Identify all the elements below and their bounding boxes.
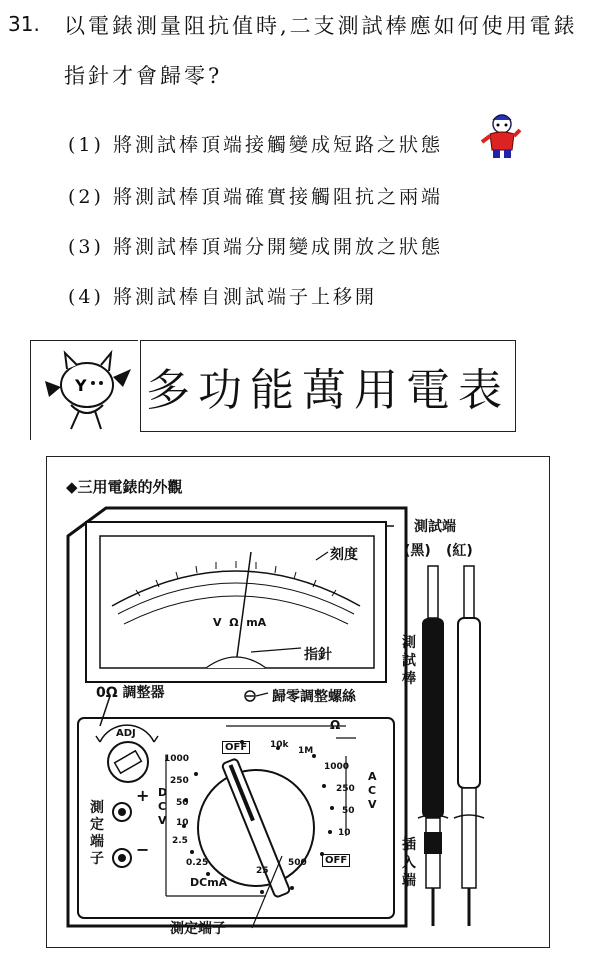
option-4-label: (4) [68, 286, 104, 308]
dcv-label: DCV [158, 786, 168, 827]
label-test-terminal-left: 測定端子 [90, 800, 104, 867]
probe-red [458, 566, 480, 926]
question-number: 31. [8, 12, 40, 36]
dial-pos-2.5-dcv: 2.5 [172, 836, 188, 846]
label-plug-end: 插入端 [402, 837, 416, 889]
label-zero-adjuster: 0Ω 調整器 [96, 685, 165, 701]
label-pointer: 指針 [304, 647, 332, 663]
figure-heading: ◆三用電錶的外觀 [66, 478, 183, 496]
option-2-label: (2) [68, 186, 104, 208]
dial-pos-500-dcma: 500 [288, 858, 307, 868]
meter-face-labels [213, 616, 266, 629]
cat-mascot-icon [31, 341, 137, 439]
ohm-range-label: Ω [330, 718, 341, 732]
acv-label: ACV [368, 770, 377, 811]
option-3-text: 將測試棒頂端分開變成開放之狀態 [112, 236, 443, 258]
label-zero-screw: 歸零調整螺絲 [272, 689, 356, 705]
face-v-label: V [213, 616, 222, 629]
dial-pos-10-dcv: 10 [176, 818, 189, 828]
dial-pos-10k-ohm: 10k [270, 740, 289, 750]
dial-pos-50-dcv: 50 [176, 798, 189, 808]
label-test-terminal-bottom: 測定端子 [170, 921, 226, 937]
dcma-label: DCmA [190, 876, 228, 889]
dial-pos-0.25-dcma: 0.25 [186, 858, 209, 868]
option-2-text: 將測試棒頂端確實接觸阻抗之兩端 [112, 186, 443, 208]
label-probe-red: (紅) [446, 543, 473, 559]
option-1-text: 將測試棒頂端接觸變成短路之狀態 [112, 134, 443, 156]
option-3-label: (3) [68, 236, 104, 258]
probe-black [422, 566, 444, 926]
minus-label: − [136, 840, 150, 859]
dial-pos-10-acv: 10 [338, 828, 351, 838]
section-mascot-box [30, 340, 138, 440]
svg-text:Y: Y [75, 376, 87, 395]
option-3[interactable] [68, 232, 443, 259]
off-label-bottom: OFF [322, 854, 350, 867]
dial-pos-50-acv: 50 [342, 806, 355, 816]
mascot-icon [478, 112, 522, 162]
option-2[interactable] [68, 182, 443, 209]
dial-pos-1000-dcv: 1000 [164, 754, 190, 764]
label-probe-end: 測試端 [414, 519, 456, 535]
question-text-line1: 以電錶測量阻抗值時,二支測試棒應如何使用電錶 [64, 14, 578, 38]
dial-pos-250-dcv: 250 [170, 776, 189, 786]
option-1-label: (1) [68, 134, 104, 156]
dial-pos-250-acv: 250 [336, 784, 355, 794]
adj-label: ADJ [116, 728, 136, 739]
section-title: 多功能萬用電表 [140, 340, 516, 432]
face-ma-label: mA [246, 616, 267, 629]
option-1[interactable] [68, 130, 443, 157]
label-scale: 刻度 [330, 547, 358, 563]
label-probe-black: (黑) [404, 543, 431, 559]
dial-pos-1000-acv: 1000 [324, 762, 350, 772]
question-text-line2: 指針才會歸零? [64, 64, 223, 88]
face-ohm-label: Ω [229, 616, 239, 629]
plus-label: + [136, 786, 150, 805]
label-probe-rod: 測試棒 [402, 635, 416, 687]
dial-pos-25-dcma: 25 [256, 866, 269, 876]
option-4[interactable] [68, 282, 377, 309]
dial-pos-1m-ohm: 1M [298, 746, 314, 756]
off-label-top: OFF [222, 741, 250, 754]
option-4-text: 將測試棒自測試端子上移開 [112, 286, 377, 308]
